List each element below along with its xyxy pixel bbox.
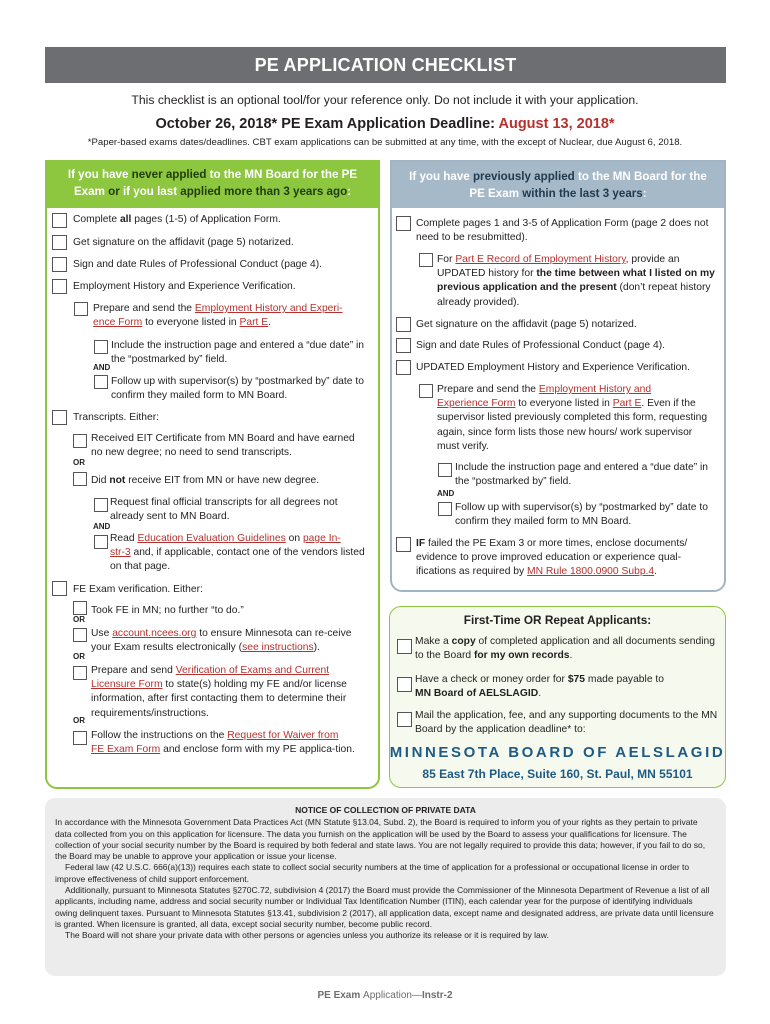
item-text: ). [313, 642, 320, 654]
item-text: to state(s) holding my FE and/or license information, after first contacting them to determine their requirements/instructions. [91, 679, 347, 719]
item-text: on [285, 533, 303, 544]
notice-title: NOTICE OF COLLECTION OF PRIVATE DATA [295, 805, 476, 815]
item-make-copy [415, 635, 720, 663]
item-text: MN Board of AELSLAGID [415, 688, 539, 700]
and-label: AND [93, 363, 111, 372]
checkbox[interactable] [52, 257, 67, 272]
item-waiver [91, 729, 375, 757]
item-text: and, if applicable, contact one of the vendors listed on that page. [110, 547, 365, 573]
checkbox[interactable] [419, 384, 433, 398]
item-text: . [654, 566, 658, 578]
checkbox[interactable] [52, 581, 67, 596]
previously-applied-header [392, 162, 724, 208]
checkbox[interactable] [73, 666, 87, 680]
item-read-guidelines [110, 532, 372, 575]
checkbox[interactable] [52, 279, 67, 294]
page-instr-link[interactable]: page In- [302, 533, 341, 544]
employment-history-link[interactable]: Experience Form [437, 398, 516, 410]
part-e-link[interactable]: Part E [612, 398, 642, 410]
see-instructions-link[interactable]: see instructions [242, 642, 314, 654]
part-e-record-link[interactable]: Part E Record of Employment History [455, 254, 626, 265]
item-mail-application: Mail the application, fee, and any supporting documents to the MN Board by the application deadline* to: [415, 710, 718, 736]
part-e-link[interactable]: Part E [239, 317, 269, 329]
checkbox[interactable] [397, 712, 412, 727]
notice-paragraph: Additionally, pursuant to Minnesota Statutes §270C.72, subdivision 4 (2017) the Board must provide the Commissioner of the Minnesota Department of Revenue a list of all applicants, including name, address and social security number or Individual Tax Identification Number (ITIN), each calendar year for the purpose of identifying individuals owing delinquent taxes. Pursuant to Minnesota Statutes §13.41, subdivision 2 (2017), all application data, except name and designated address, are private data until licensure is granted. When licensure is granted, all data, except social security number, become public record. [55, 885, 714, 929]
page-title: PE APPLICATION CHECKLIST [45, 47, 726, 83]
item-include: Include the instruction page and entered a “due date” in the “postmarked by” field. [455, 462, 709, 488]
item-text: . Even if the supervisor listed previously completed this form, requesting again, since form lists those new hours/ work supervisor must verify. [437, 398, 708, 452]
item-text: to everyone listed in [515, 398, 613, 410]
head-text: : [347, 185, 352, 198]
checkbox[interactable] [397, 677, 412, 692]
head-text: or [108, 185, 120, 198]
item-text: the time between what I listed on my previous application and the present [437, 268, 715, 294]
checkbox[interactable] [396, 216, 411, 231]
footnote: *Paper-based exams dates/deadlines. CBT exam applications can be submitted at any time, with the except of Nuclear, due August 6, 2018. [87, 137, 683, 148]
repeat-title: First-Time OR Repeat Applicants: [463, 613, 652, 627]
item-text: . [569, 650, 573, 662]
item-text: , provide an UPDATED history for [437, 254, 680, 280]
head-text: If you have [67, 168, 132, 181]
education-guidelines-link[interactable]: Education Evaluation Guidelines [137, 533, 286, 544]
item-text: Use [91, 628, 113, 639]
and-label: AND [93, 522, 111, 531]
notice-paragraph: In accordance with the Minnesota Government Data Practices Act (MN Statute §13.04, Subd. 2), the Board is required to inform you of your rights as they pertain to private data collected from you on this application for licensure. The data you furnish on the application will be used by the Board to assess your qualifications for licensure. The collection of your social security number by the Board is required by both federal and state laws. You are not legally required to provide this data; however, if you fail to do so, the Board may be unable to approve your application or issue your license. [55, 817, 706, 862]
item-text: Follow the instructions on the [91, 730, 228, 741]
checkbox[interactable] [74, 302, 88, 316]
item-text: Complete [73, 214, 120, 225]
ncees-link[interactable]: account.ncees.org [112, 628, 197, 639]
item-text: . [268, 317, 272, 329]
item-follow-up: Follow up with supervisor(s) by “postmarked by” date to confirm they mailed form to MN Board. [455, 502, 708, 528]
waiver-form-link[interactable]: FE Exam Form [91, 744, 161, 756]
head-text: applied more than 3 years ago [180, 185, 348, 198]
checkbox[interactable] [73, 731, 87, 745]
board-name: MINNESOTA BOARD OF AELSLAGID [389, 744, 726, 761]
item-rules: Sign and date Rules of Professional Conduct (page 4). [416, 340, 665, 351]
item-text: Did [91, 475, 110, 486]
head-text: If you have [409, 170, 473, 183]
checkbox[interactable] [419, 253, 433, 267]
deadline-highlight: August 13, 2018* [498, 116, 615, 132]
item-employment: Employment History and Experience Verification. [73, 281, 296, 292]
item-include: Include the instruction page and entered a “due date” in the “postmarked by” field. [111, 340, 365, 366]
item-complete-all [73, 213, 373, 227]
checkbox[interactable] [94, 375, 108, 389]
or-label: OR [73, 652, 85, 661]
footer-text: PE Exam [317, 990, 364, 1001]
checkbox[interactable] [438, 502, 452, 516]
item-verification-form [91, 664, 373, 721]
item-text: IF [416, 538, 426, 549]
item-prepare [93, 302, 375, 330]
checkbox[interactable] [397, 639, 412, 654]
deadline-date: October 26, 2018* PE Exam Application Deadline: [155, 116, 495, 132]
subtitle: This checklist is an optional tool/for your reference only. Do not include it with your application. [131, 93, 639, 107]
head-text: to the MN Board for the PE Exam [73, 168, 358, 198]
item-text: to ensure Minnesota can re-ceive your Exam results electronically ( [91, 628, 352, 654]
item-text: not [109, 475, 126, 486]
item-text: for my own records [473, 650, 570, 662]
page-instr-link[interactable]: str-3 [110, 547, 131, 559]
employment-history-link[interactable]: Employment History and Experi- [194, 303, 343, 314]
verification-form-link[interactable]: Verification of Exams and Current [175, 665, 330, 676]
head-text: to the MN Board for the PE Exam [469, 170, 707, 200]
item-rules: Sign and date Rules of Professional Conduct (page 4). [73, 259, 322, 270]
page-footer [0, 990, 770, 1001]
checkbox[interactable] [73, 472, 87, 486]
item-text: For [437, 254, 456, 265]
notice-paragraph: The Board will not share your private data with other persons or agencies unless you authorize its release or it is required by law. [65, 930, 549, 941]
checkbox[interactable] [73, 434, 87, 448]
or-label: OR [73, 458, 85, 467]
item-text: made payable to [585, 674, 664, 685]
item-fe-verification: FE Exam verification. Either: [73, 584, 203, 595]
item-text: Prepare and send [91, 665, 176, 676]
never-applied-header [47, 162, 378, 208]
head-text: : [642, 187, 647, 200]
head-text: if you last [119, 185, 181, 198]
item-signature: Get signature on the affidavit (page 5) notarized. [73, 237, 294, 248]
item-text: Prepare and send the [93, 303, 195, 314]
item-text: to everyone listed in [142, 317, 240, 329]
and-label: AND [437, 489, 455, 498]
item-request-transcripts: Request final official transcripts for all degrees not already sent to MN Board. [110, 497, 338, 523]
employment-history-link[interactable]: Employment History and [538, 384, 652, 395]
item-text: and enclose form with my PE applica-tion. [160, 744, 355, 756]
item-text: $75 [567, 674, 585, 685]
item-text: receive EIT from MN or have new degree. [125, 475, 320, 486]
deadline [0, 116, 770, 132]
checkbox[interactable] [94, 535, 108, 549]
footer-text: Application— [363, 990, 422, 1001]
checkbox[interactable] [396, 537, 411, 552]
item-ncees [91, 627, 373, 655]
head-text: within the last 3 years [522, 187, 643, 200]
item-text: Have a check or money order for [415, 674, 568, 685]
item-transcripts: Transcripts. Either: [73, 412, 160, 423]
privacy-notice [45, 798, 726, 976]
item-text: of completed application and all documents sending to the Board [415, 636, 715, 662]
employment-history-link[interactable]: ence Form [93, 317, 143, 329]
item-updated-employment: UPDATED Employment History and Experience Verification. [416, 362, 690, 373]
item-received-eit: Received EIT Certificate from MN Board and have earned no new degree; no need to send transcripts. [91, 433, 355, 459]
item-prepare [437, 383, 717, 454]
checkbox[interactable] [396, 360, 411, 375]
waiver-form-link[interactable]: Request for Waiver from [227, 730, 339, 741]
item-text: failed the PE Exam 3 or more times, enclose documents/ evidence to prove improved education or experience qual-ifications as required by [416, 538, 688, 578]
item-text: . [538, 688, 542, 700]
item-text: copy [451, 636, 476, 647]
checkbox[interactable] [94, 498, 108, 512]
footer-text: Instr-2 [421, 990, 453, 1001]
notice-paragraph: Federal law (42 U.S.C. 666(a)(13)) requires each state to collect social security numbers at the time of application for a professional or occupational license in order to improve effectiveness of child support enforcement. [55, 862, 690, 884]
item-if-failed [416, 537, 721, 580]
item-took-fe: Took FE in MN; no further “to do.” [91, 605, 244, 616]
item-text: (don’t repeat history already provided). [437, 282, 711, 308]
or-label: OR [73, 716, 85, 725]
checkbox[interactable] [73, 628, 87, 642]
checkbox[interactable] [73, 601, 87, 615]
board-address: 85 East 7th Place, Suite 160, St. Paul, MN 55101 [422, 767, 693, 781]
checkbox[interactable] [438, 463, 452, 477]
item-check-payment [415, 673, 720, 701]
item-text: pages (1-5) of Application Form. [131, 214, 281, 225]
verification-form-link[interactable]: Licensure Form [91, 679, 163, 691]
head-text: previously applied [472, 170, 575, 183]
checkbox[interactable] [396, 317, 411, 332]
checkbox[interactable] [52, 213, 67, 228]
item-text: Read [110, 533, 138, 544]
item-complete-pages: Complete pages 1 and 3-5 of Application Form (page 2 does not need to be resubmitted). [416, 218, 709, 244]
item-text: Prepare and send the [437, 384, 539, 395]
head-text: never applied [131, 168, 207, 181]
checkbox[interactable] [94, 340, 108, 354]
item-text: Make a [415, 636, 452, 647]
checkbox[interactable] [52, 410, 67, 425]
or-label: OR [73, 615, 85, 624]
item-text: all [119, 214, 132, 225]
checkbox[interactable] [52, 235, 67, 250]
item-part-e [437, 253, 721, 310]
item-signature: Get signature on the affidavit (page 5) notarized. [416, 319, 637, 330]
item-follow-up: Follow up with supervisor(s) by “postmarked by” date to confirm they mailed form to MN Board. [111, 376, 364, 402]
item-did-not [91, 474, 371, 488]
mn-rule-link[interactable]: MN Rule 1800.0900 Subp.4 [527, 566, 655, 578]
checkbox[interactable] [396, 338, 411, 353]
